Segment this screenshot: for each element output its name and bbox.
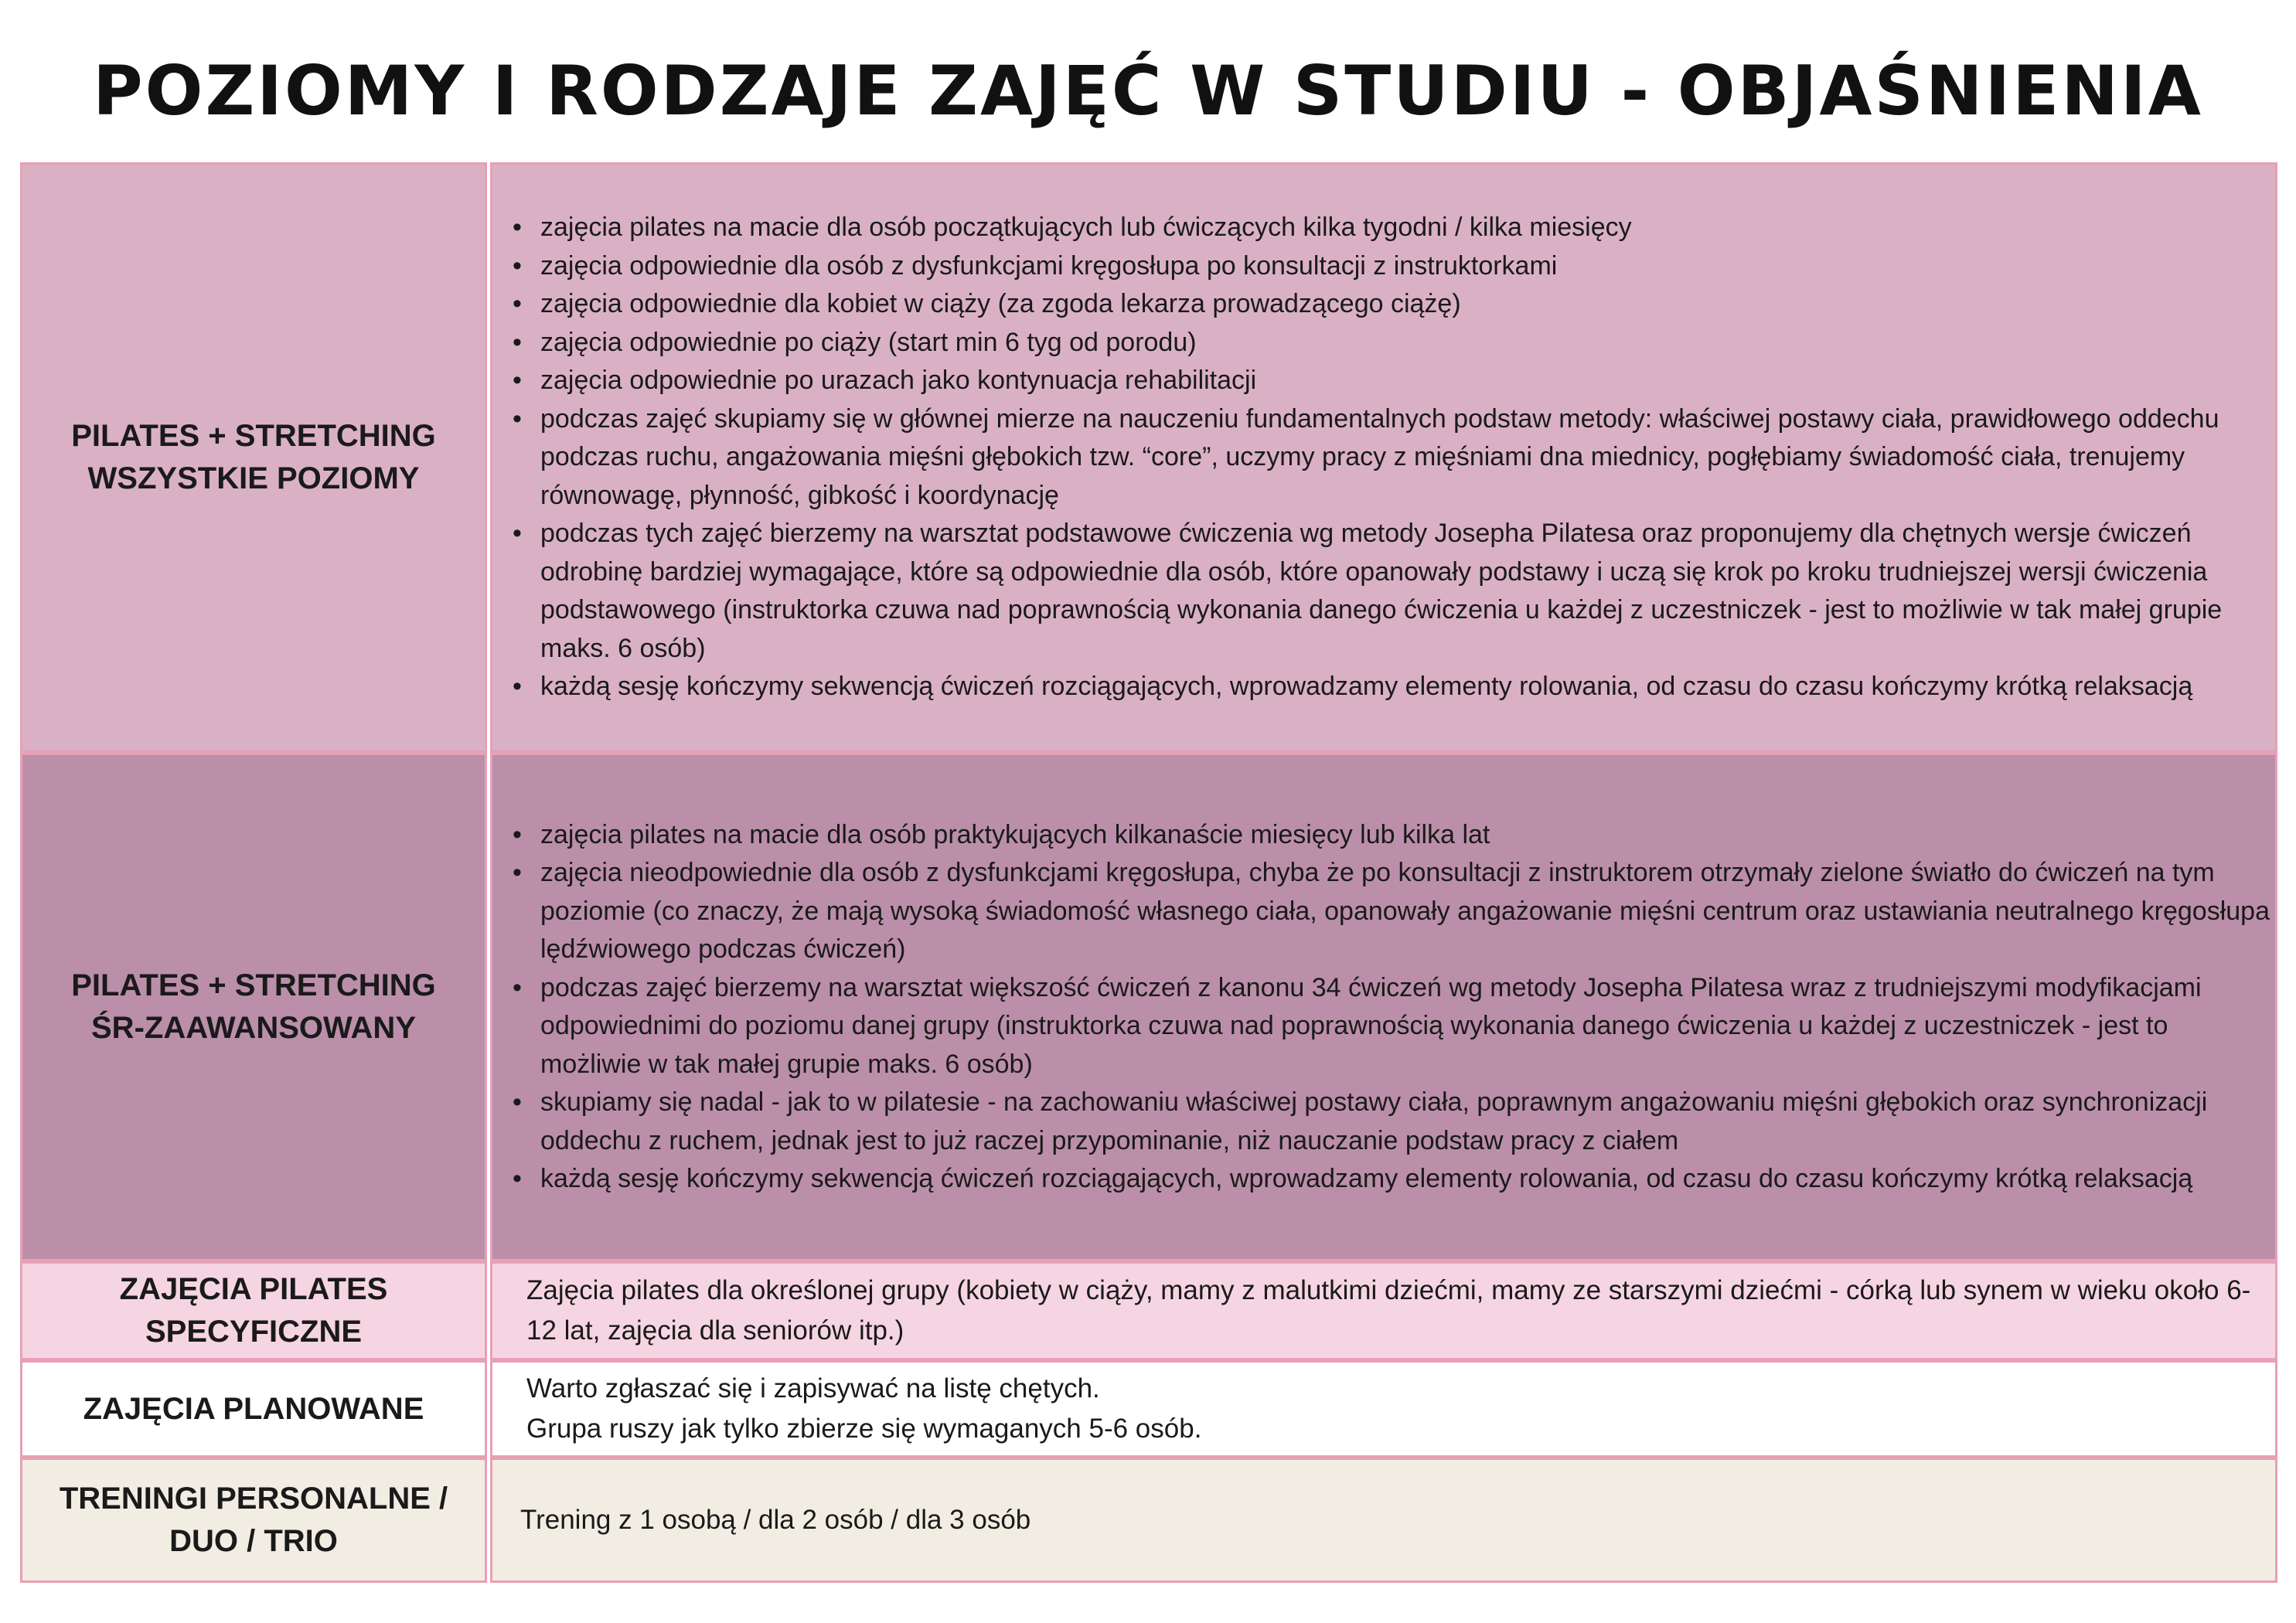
list-item: • zajęcia odpowiednie dla osób z dysfunkcjami kręgosłupa po konsultacji z instruktorkami <box>540 247 2275 286</box>
level-name-line: ZAJĘCIA PILATES <box>119 1272 388 1306</box>
list-item: • zajęcia pilates na macie dla osób praktykujących kilkanaście miesięcy lub kilka lat <box>540 816 2275 855</box>
description-list <box>492 816 2275 1199</box>
level-name-line: WSZYSTKIE POZIOMY <box>87 461 420 495</box>
description-text <box>492 1500 1046 1540</box>
level-description-cell <box>490 753 2277 1261</box>
description-text <box>492 1369 1217 1449</box>
table-row <box>0 1458 2296 1583</box>
description-list <box>492 209 2275 706</box>
level-name <box>56 965 451 1050</box>
level-name-line: PILATES + STRETCHING <box>71 968 436 1002</box>
level-name-line: PILATES + STRETCHING <box>71 419 436 453</box>
level-name <box>104 1268 404 1353</box>
description-line: Warto zgłaszać się i zapisywać na listę chętych. <box>526 1373 1100 1404</box>
level-description-cell <box>490 1261 2277 1360</box>
table-row <box>0 753 2296 1261</box>
level-name-cell <box>20 753 487 1261</box>
list-item: • zajęcia pilates na macie dla osób początkujących lub ćwiczących kilka tygodni / kilka miesięcy <box>540 209 2275 247</box>
table-row <box>0 1360 2296 1458</box>
page-title: POZIOMY I RODZAJE ZAJĘĆ W STUDIU - OBJAŚNIENIA <box>93 51 2203 131</box>
level-name-cell <box>20 162 487 753</box>
list-item: • każdą sesję kończymy sekwencją ćwiczeń rozciągających, wprowadzamy elementy rolowania, od czasu do czasu kończymy krótką relaksacją <box>540 1160 2275 1199</box>
list-item: • zajęcia odpowiednie po urazach jako kontynuacja rehabilitacji <box>540 362 2275 400</box>
level-name-cell <box>20 1261 487 1360</box>
level-name-line: SPECYFICZNE <box>145 1315 363 1349</box>
level-name <box>68 1388 440 1431</box>
list-item: • zajęcia odpowiednie dla kobiet w ciąży (za zgoda lekarza prowadzącego ciążę) <box>540 285 2275 324</box>
list-item: • każdą sesję kończymy sekwencją ćwiczeń rozciągających, wprowadzamy elementy rolowania, od czasu do czasu kończymy krótką relaksacją <box>540 668 2275 706</box>
description-text <box>492 1271 2275 1351</box>
level-description-cell <box>490 1458 2277 1583</box>
level-name <box>56 415 451 500</box>
level-name-cell <box>20 1458 487 1583</box>
description-line: Trening z 1 osobą / dla 2 osób / dla 3 osób <box>520 1505 1031 1535</box>
level-name-line: TRENINGI PERSONALNE / <box>59 1482 448 1516</box>
level-description-cell <box>490 1360 2277 1458</box>
list-item: • podczas tych zajęć bierzemy na warsztat podstawowe ćwiczenia wg metody Josepha Pilatesa oraz proponujemy dla chętnych wersje ćwiczeń odrobinę bardziej wymagające, które są odpowiednie dla osób, które opanowały podstawy i uczą się krok po kroku trudniejszej wersji ćwiczenia podstawowego (instruktorka czuwa nad poprawnością wykonania danego ćwiczenia u każdej z uczestniczek - jest to możliwie w tak małej grupie maks. 6 osób) <box>540 515 2275 668</box>
table-row <box>0 162 2296 753</box>
list-item: • skupiamy się nadal - jak to w pilatesie - na zachowaniu właściwej postawy ciała, poprawnym angażowaniu mięśni głębokich oraz synchronizacji oddechu z ruchem, jednak jest to już raczej przypominanie, niż nauczanie podstaw pracy z ciałem <box>540 1084 2275 1160</box>
level-name-line: ZAJĘCIA PLANOWANE <box>83 1391 424 1426</box>
list-item: • zajęcia nieodpowiednie dla osób z dysfunkcjami kręgosłupa, chyba że po konsultacji z instruktorem otrzymały zielone światło do ćwiczeń na tym poziomie (co znaczy, że mają wysoką świadomość własnego ciała, opanowały angażowanie mięśni centrum oraz ustawiania neutralnego kręgosłupa lędźwiowego podczas ćwiczeń) <box>540 854 2275 969</box>
description-line: Zajęcia pilates dla określonej grupy (kobiety w ciąży, mamy z malutkimi dziećmi, mamy ze starszymi dziećmi - córką lub synem w wieku około 6-12 lat, zajęcia dla seniorów itp.) <box>526 1275 2251 1346</box>
table-row <box>0 1261 2296 1360</box>
level-name-line: DUO / TRIO <box>169 1524 338 1558</box>
description-line: Grupa ruszy jak tylko zbierze się wymaganych 5-6 osób. <box>526 1414 1202 1444</box>
list-item: • podczas zajęć skupiamy się w głównej mierze na nauczeniu fundamentalnych podstaw metody: właściwej postawy ciała, prawidłowego oddechu podczas ruchu, angażowania mięśni głębokich tzw. “core”, uczymy pracy z mięśniami dna miednicy, pogłębiamy świadomość ciała, trenujemy równowagę, płynność, gibkość i koordynację <box>540 400 2275 515</box>
level-name <box>44 1478 463 1563</box>
level-name-line: ŚR-ZAAWANSOWANY <box>91 1011 416 1045</box>
list-item: • podczas zajęć bierzemy na warsztat większość ćwiczeń z kanonu 34 ćwiczeń wg metody Josepha Pilatesa wraz z trudniejszymi modyfikacjami odpowiednimi do poziomu danej grupy (instruktorka czuwa nad poprawnością wykonania danego ćwiczenia u każdej z uczestniczek - jest to możliwie w tak małej grupie maks. 6 osób) <box>540 969 2275 1084</box>
level-description-cell <box>490 162 2277 753</box>
level-name-cell <box>20 1360 487 1458</box>
list-item: • zajęcia odpowiednie po ciąży (start min 6 tyg od porodu) <box>540 324 2275 362</box>
